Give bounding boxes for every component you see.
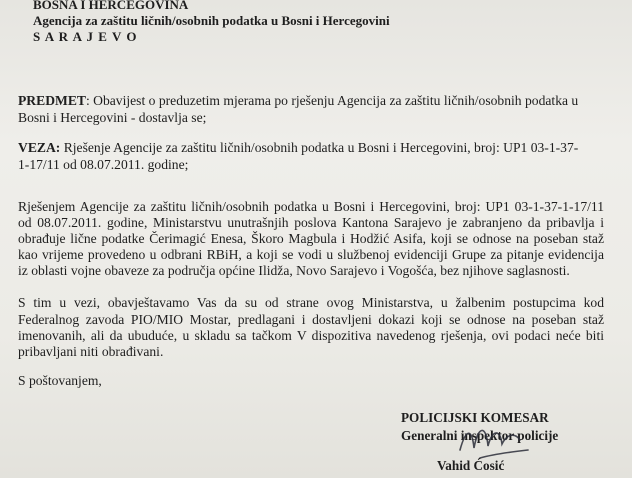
header-city: S A R A J E V O <box>33 29 138 44</box>
paragraph2-line: pribavljani niti obrađivani. <box>18 344 164 359</box>
veza-text-1: Rješenje Agencije za zaštitu ličnih/osobnih podatka u Bosni i Hercegovini, broj: UP1 03-1-37- <box>60 140 579 155</box>
veza-line-2: 1-17/11 od 08.07.2011. godine; <box>18 157 189 172</box>
paragraph1-line: od 08.07.2011. godine, Ministarstvu unutrašnjih poslova Kantona Sarajevo je zabranjeno da pribavlja i <box>18 215 604 230</box>
veza-line-1 <box>18 139 578 156</box>
veza-label: VEZA: <box>18 140 61 155</box>
paragraph1-line: Rješenjem Agencije za zaštitu ličnih/osobnih podatka u Bosni i Hercegovini, broj: UP1 03-1-37-1-17/11 <box>18 199 604 214</box>
paragraph2-line: Federalnog zavoda PIO/MIO Mostar, predlagani i dostavljeni dokazi koji se odnose na poseban staž <box>18 312 604 327</box>
paragraph2-line: S tim u vezi, obavještavamo Vas da su od strane ovog Ministarstva, u žalbenim postupcima kod <box>18 295 604 310</box>
predmet-text-1: : Obavijest o preduzetim mjerama po rješenju Agencija za zaštitu ličnih/osobnih podatka u <box>85 93 579 108</box>
predmet-label: PREDMET <box>18 93 86 108</box>
paragraph2-line: imenovanih, ali da ubuduće, u skladu sa tačkom V dispozitiva navedenog rješenja, ovi podaci neće biti <box>18 328 604 343</box>
paragraph1-line: kao vrijeme provedeno u odbrani RBiH, a koji se vodi u službenoj evidenciji Grupe za pitanje evidencija <box>18 247 604 262</box>
closing-greeting: S poštovanjem, <box>18 373 102 388</box>
predmet-line-2: Bosni i Hercegovini - dostavlja se; <box>18 110 207 125</box>
paragraph1-line: obrađuje lične podatke Čerimagić Enesa, Škoro Magbula i Hodžić Asifa, koji se odnose na poseban staž <box>18 231 604 246</box>
signature-name: Vahid Ćosić <box>437 458 505 473</box>
predmet-line-1 <box>18 92 578 109</box>
header-country: BOSNA I HERCEGOVINA <box>33 0 189 12</box>
signature-subtitle: Generalni inspektor policije <box>401 428 559 443</box>
paragraph1-line: iz oblasti vojne obaveze za područja općine Ilidža, Novo Sarajevo i Vogošća, bez njihove saglasnosti. <box>18 263 570 278</box>
signature-title: POLICIJSKI KOMESAR <box>401 410 549 425</box>
header-agency: Agencija za zaštitu ličnih/osobnih podatka u Bosni i Hercegovini <box>33 13 390 28</box>
